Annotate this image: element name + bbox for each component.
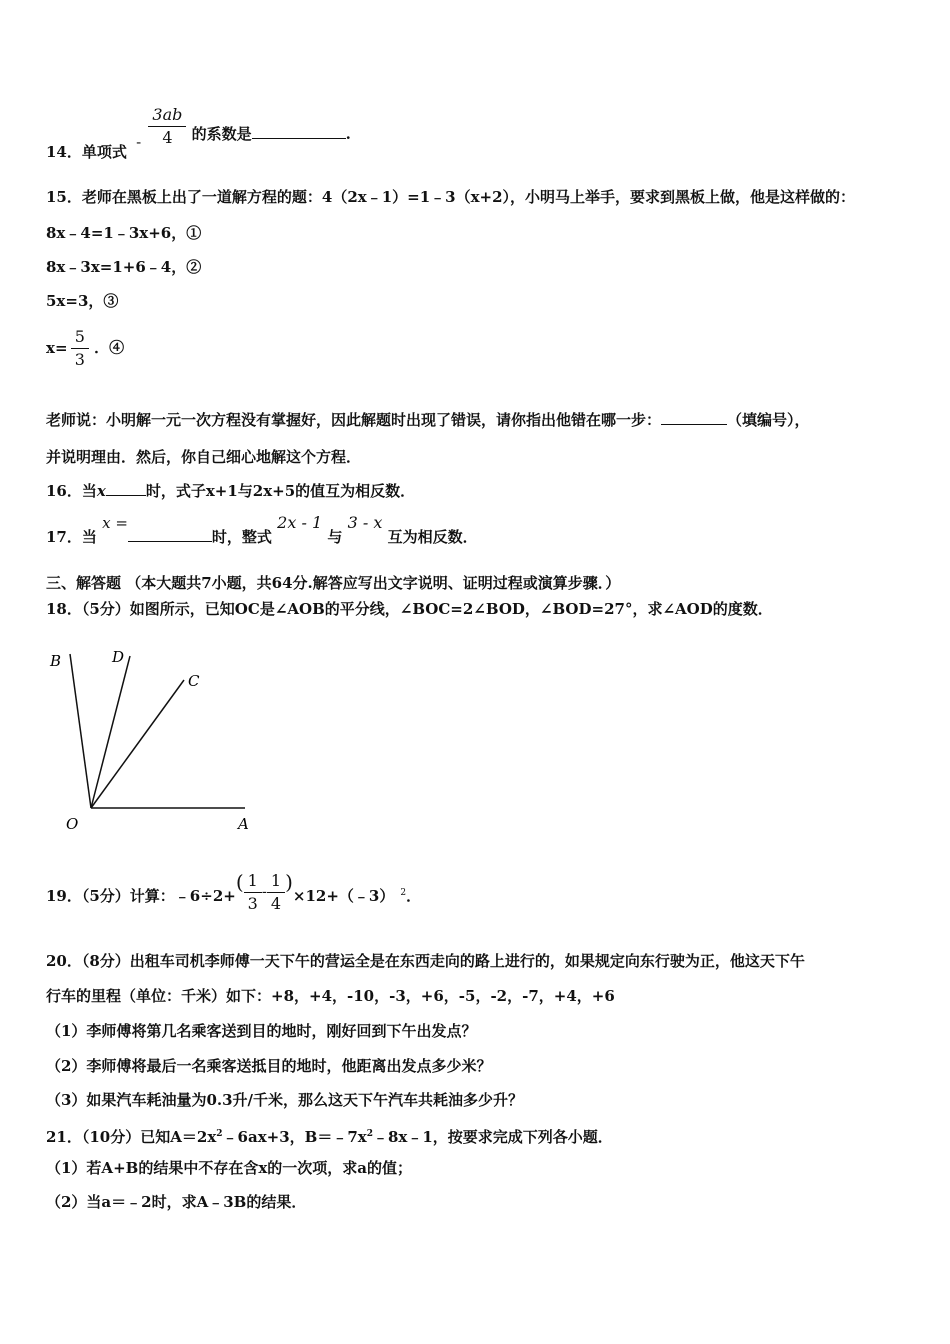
- q21-sub1: （1）若A+B的结果中不存在含x的一次项，求a的值；: [46, 1159, 412, 1177]
- q20-sub3: （3）如果汽车耗油量为0.3升/千米，那么这天下午汽车共耗油多少升？: [46, 1091, 524, 1109]
- question-14: [46, 104, 351, 161]
- q14-fraction: [148, 104, 186, 149]
- q14-frac-den: 4: [162, 128, 173, 147]
- q14-number: 14．单项式: [46, 142, 127, 161]
- question-19: 19．（5分）计算：﹣6÷2+( $\frac{1}{3}$ - $\frac{1}{4}$ )×12+（﹣3） 2．: [46, 869, 422, 913]
- q15-step3: 5x=3，③: [46, 292, 119, 310]
- q19-frac-1: $\frac{1}{3}$: [244, 870, 262, 915]
- q15-step4-prefix: x=: [46, 338, 68, 357]
- q15-teacher-line1: 老师说：小明解一元一次方程没有掌握好，因此解题时出现了错误，请你指出他错在哪一步： （填编号），: [46, 411, 810, 429]
- label-c: C: [188, 672, 200, 690]
- ray-od: [91, 656, 130, 808]
- q15-answer-blank[interactable]: [661, 410, 727, 425]
- q15-step1: 8x﹣4=1﹣3x+6，①: [46, 224, 202, 242]
- q21-sub2: （2）当a＝﹣2时，求A﹣3B的结果．: [46, 1193, 307, 1211]
- q20-sub2: （2）李师傅将最后一名乘客送抵目的地时，他距离出发点多少米？: [46, 1057, 492, 1075]
- q14-frac-num: 3ab: [148, 104, 186, 127]
- label-b: B: [50, 652, 62, 670]
- ray-ob: [70, 654, 91, 808]
- section-3-heading: 三、解答题 （本大题共7小题，共64分.解答应写出文字说明、证明过程或演算步骤．）: [46, 574, 621, 592]
- angle-figure: [40, 640, 270, 840]
- q20-sub1: （1）李师傅将第几名乘客送到目的地时，刚好回到下午出发点？: [46, 1022, 477, 1040]
- label-a: A: [238, 815, 249, 833]
- question-16: 16．当x 时，式子x+1与2x+5的值互为相反数．: [46, 482, 416, 500]
- q17-x-eq: x =: [102, 514, 128, 532]
- q15-step4-den: 3: [74, 350, 85, 369]
- q14-text: 的系数是 .: [191, 124, 351, 143]
- q17-blank[interactable]: [128, 527, 212, 542]
- q18-text: 18．（5分）如图所示，已知OC是∠AOB的平分线，∠BOC=2∠BOD，∠BOD=27°，求∠AOD的度数．: [46, 600, 773, 618]
- q16-blank[interactable]: [106, 481, 146, 496]
- q20-line1: 20．（8分）出租车司机李师傅一天下午的营运全是在东西走向的路上进行的，如果规定向东行驶为正，他这天下午: [46, 952, 805, 970]
- q15-step4-fraction: [71, 326, 89, 371]
- q14-minus: -: [136, 132, 142, 151]
- q20-line2: 行车的里程（单位：千米）如下：+8，+4，-10，-3，+6，-5，-2，-7，+4，+6: [46, 987, 615, 1005]
- q17-expr2: 3 - x: [347, 513, 383, 532]
- q15-text: 15．老师在黑板上出了一道解方程的题：4（2x﹣1）=1﹣3（x+2），小明马上举手，要求到黑板上做，他是这样做的：: [46, 188, 856, 206]
- label-o: O: [66, 815, 79, 833]
- question-17: 17．当 x =时，整式 2x - 1 与 3 - x 互为相反数．: [46, 513, 478, 546]
- ray-oc: [91, 680, 184, 808]
- q21-text: 21．（10分）已知$A=2x^2﹣6ax+3$，$B=﹣7x^2﹣8x﹣1$，按要求完成下列各小题．: [46, 1128, 613, 1146]
- q14-blank[interactable]: [252, 124, 346, 139]
- q15-step4: [46, 326, 124, 371]
- q15-teacher-line2: 并说明理由．然后，你自己细心地解这个方程．: [46, 448, 362, 466]
- q17-expr1: 2x - 1: [277, 513, 323, 532]
- label-d: D: [112, 648, 125, 666]
- q15-step2: 8x﹣3x=1+6﹣4，②: [46, 258, 202, 276]
- q19-frac-2: $\frac{1}{4}$: [267, 870, 285, 915]
- q15-step4-num: 5: [71, 326, 89, 349]
- q15-step4-suffix: ．④: [94, 338, 125, 357]
